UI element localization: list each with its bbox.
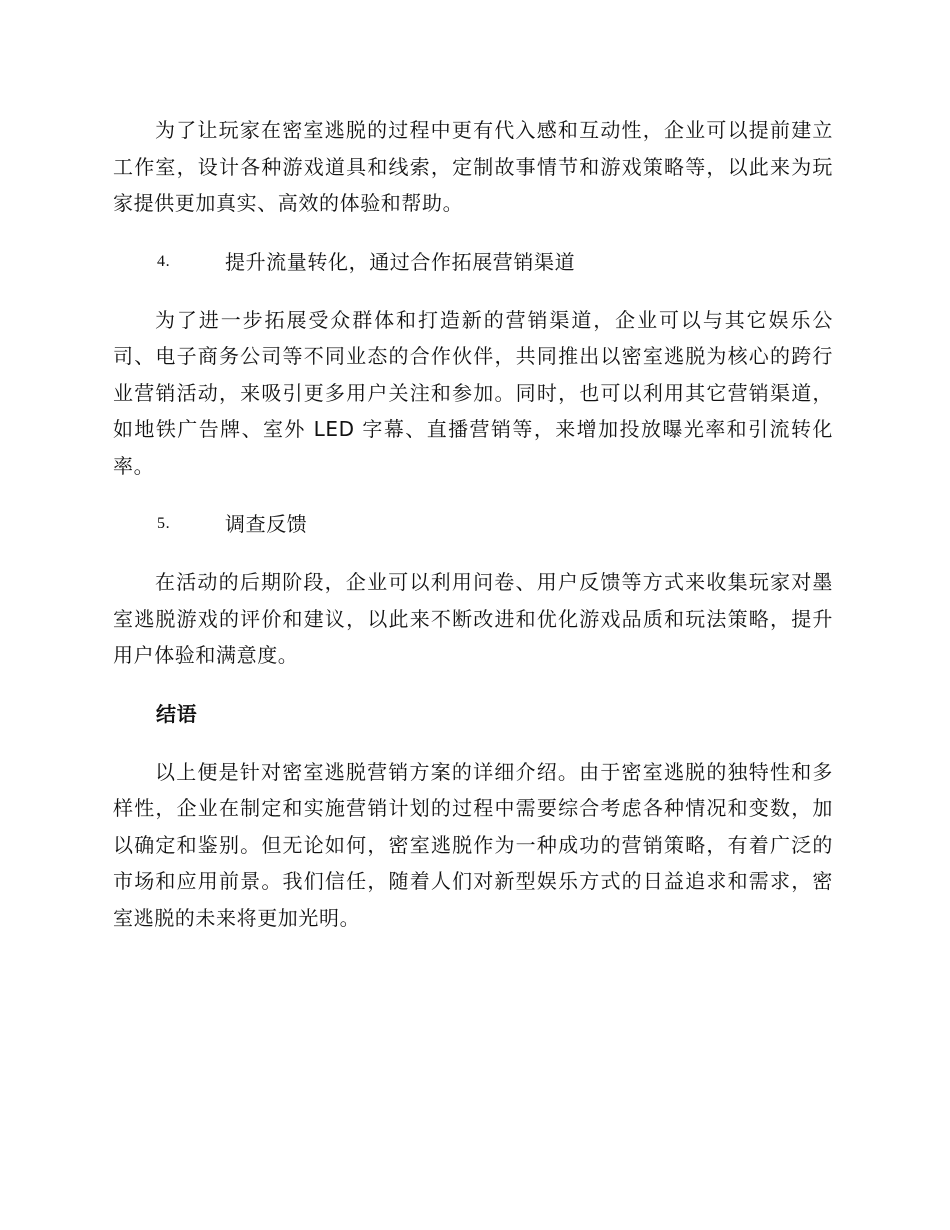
- list-item-number: 4.: [157, 252, 171, 270]
- paragraph-immersion: 为了让玩家在密室逃脱的过程中更有代入感和互动性，企业可以提前建立工作室，设计各种游戏道具和线索，定制故事情节和游戏策略等，以此来为玩家提供更加真实、高效的体验和帮助。: [113, 118, 833, 215]
- conclusion-heading: 结语: [156, 701, 198, 726]
- spacer: [113, 674, 833, 696]
- paragraph-feedback: 在活动的后期阶段，企业可以利用问卷、用户反馈等方式来收集玩家对墨室逃脱游戏的评价和建议，以此来不断改进和优化游戏品质和玩法策略，提升用户体验和满意度。: [113, 570, 833, 667]
- paragraph-conclusion: 以上便是针对密室逃脱营销方案的详细介绍。由于密室逃脱的独特性和多样性，企业在制定和实施营销计划的过程中需要综合考虑各种情况和变数，加以确定和鉴别。但无论如何，密室逃脱作为一种成功的营销策略，有着广泛的市场和应用前景。我们信任，随着人们对新型娱乐方式的日益追求和需求，密室逃脱的未来将更加光明。: [113, 759, 833, 930]
- list-item-4: [113, 244, 833, 280]
- spacer: [113, 732, 833, 754]
- document-body: [113, 112, 833, 936]
- spacer: [113, 542, 833, 564]
- spacer: [113, 484, 833, 506]
- paragraph-channels: 为了进一步拓展受众群体和打造新的营销渠道，企业可以与其它娱乐公司、电子商务公司等不同业态的合作伙伴，共同推出以密室逃脱为核心的跨行业营销活动，来吸引更多用户关注和参加。同时，也可以利用其它营销渠道，如地铁广告牌、室外 LED 字幕、直播营销等，来增加投放曝光率和引流转化率。: [113, 307, 833, 478]
- spacer: [113, 222, 833, 244]
- list-item-number: 5.: [157, 515, 171, 532]
- list-item-title: 调查反馈: [225, 512, 308, 536]
- list-item-title: 提升流量转化，通过合作拓展营销渠道: [225, 249, 576, 274]
- list-item-5: [113, 506, 833, 542]
- spacer: [113, 280, 833, 302]
